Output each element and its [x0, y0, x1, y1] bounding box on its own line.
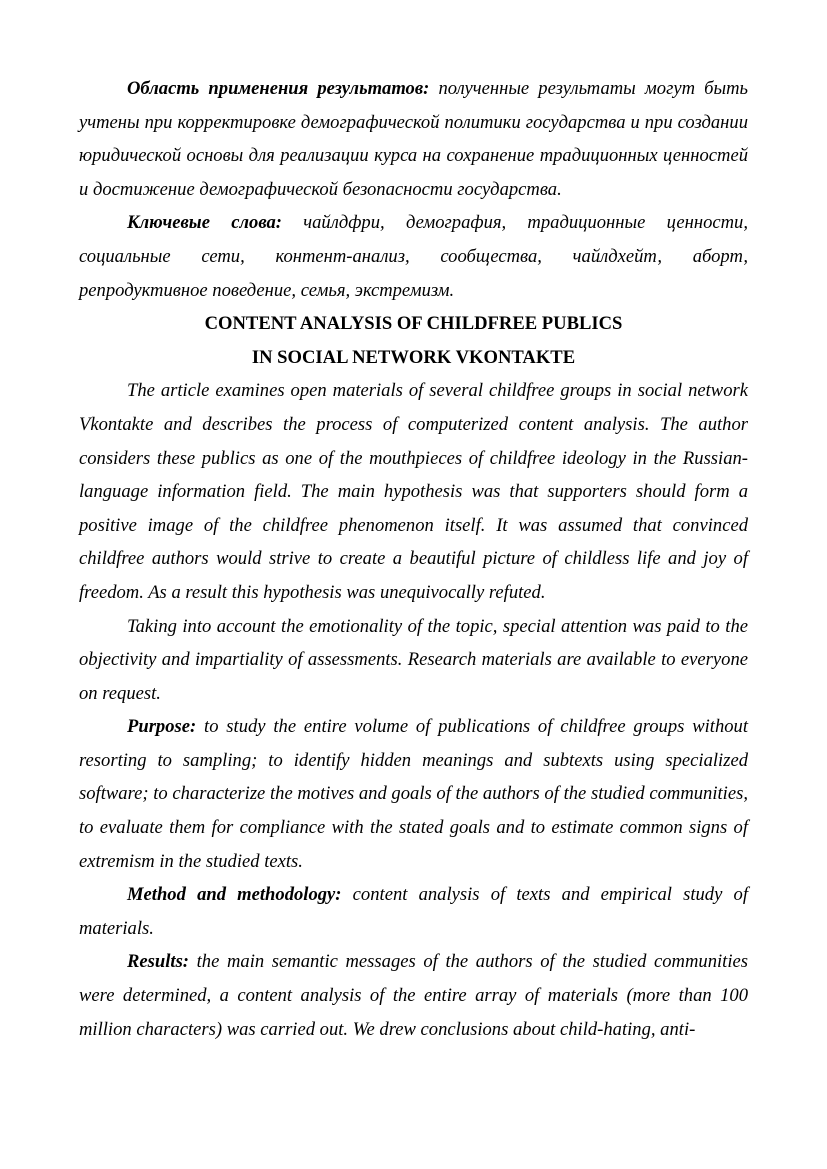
method-label: Method and methodology: [127, 884, 342, 906]
purpose-label: Purpose: [127, 716, 197, 738]
paragraph-keywords-ru [79, 206, 748, 307]
paragraph-abstract-2: Taking into account the emotionality of the topic, special attention was paid to the objectivity and impartiality of assessments. Research materials are available to everyone on request. [79, 615, 748, 704]
english-title-line-1: CONTENT ANALYSIS OF CHILDFREE PUBLICS [204, 313, 623, 335]
english-title-line-2: IN SOCIAL NETWORK VKONTAKTE [251, 346, 576, 368]
page-body [79, 72, 748, 1046]
application-area-text: полученные результаты могут быть учтены при корректировке демографической политики государства и при создании юридической основы для реализации курса на сохранение традиционных ценностей и достижение демографической безопасности государства. [79, 78, 748, 200]
paragraph-application-area [79, 72, 748, 206]
keywords-ru-label: Ключевые слова: [127, 212, 282, 234]
results-text: the main semantic messages of the authors of the studied communities were determined, a content analysis of the entire array of materials (more than 100 million characters) was carried out. We drew conclusions about child-hating, anti- [79, 951, 748, 1040]
results-label: Results: [127, 951, 189, 973]
paragraph-abstract-1: The article examines open materials of several childfree groups in social network Vkontakte and describes the process of computerized content analysis. The author considers these publics as one of the mouthpieces of childfree ideology in the Russian-language information field. The main hypothesis was that supporters should form a positive image of the childfree phenomenon itself. It was assumed that convinced childfree authors would strive to create a beautiful picture of childless life and joy of freedom. As a result this hypothesis was unequivocally refuted. [79, 380, 748, 603]
purpose-text: to study the entire volume of publications of childfree groups without resorting to sampling; to identify hidden meanings and subtexts using specialized software; to characterize the motives and goals of the authors of the studied communities, to evaluate them for compliance with the stated goals and to estimate common signs of extremism in the studied texts. [79, 716, 748, 872]
method-text: content analysis of texts and empirical study of materials. [79, 884, 748, 939]
application-area-label: Область применения результатов: [127, 78, 430, 99]
paragraph-results [79, 945, 748, 1046]
paragraph-method [79, 878, 748, 945]
paragraph-purpose [79, 710, 748, 878]
english-title [79, 307, 748, 374]
keywords-ru-text: чайлдфри, демография, традиционные ценности, социальные сети, контент-анализ, сообщества, чайлдхейт, аборт, репродуктивное поведение, семья, экстремизм. [79, 212, 748, 301]
